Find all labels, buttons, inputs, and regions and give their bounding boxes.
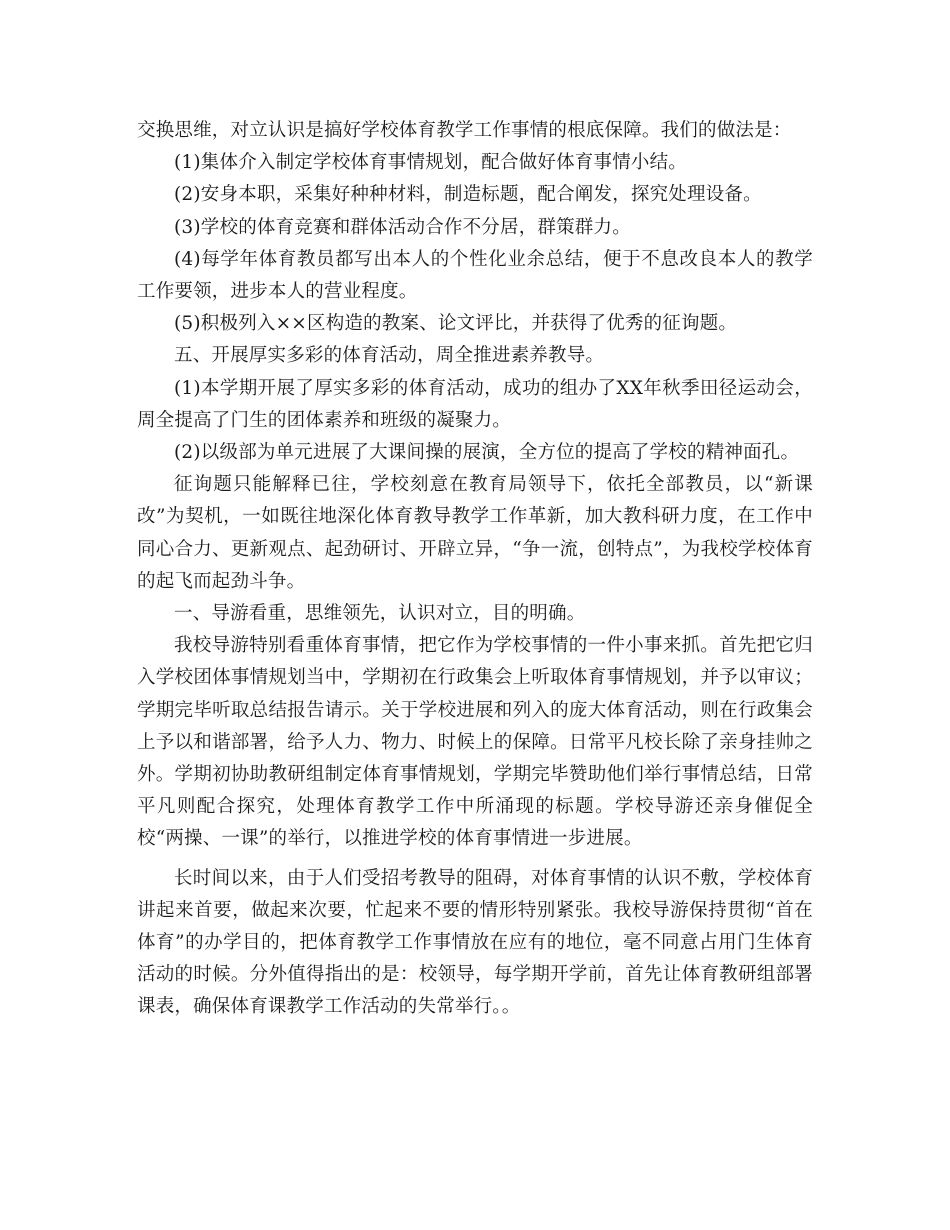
list-item: (1)本学期开展了厚实多彩的体育活动，成功的组办了XX年秋季田径运动会，周全提高了门生的团体素养和班级的凝聚力。	[137, 377, 813, 431]
list-item: (4)每学年体育教员都写出本人的个性化业余总结，便于不息改良本人的教学工作要领，进步本人的营业程度。	[137, 248, 813, 303]
paragraph: 交换思维，对立认识是搞好学校体育教学工作事情的根底保障。我们的做法是：	[137, 120, 792, 141]
paragraph: 我校导游特别看重体育事情，把它作为学校事情的一件小事来抓。首先把它归入学校团体事情规划当中，学期初在行政集会上听取体育事情规划，并予以审议；学期完毕听取总结报告请示。关于学校进展和列入的庞大体育活动，则在行政集会上予以和谐部署，给予人力、物力、时候上的保障。日常平凡校长除了亲身挂帅之外。学期初协助教研组制定体育事情规划，学期完毕赞助他们举行事情总结，日常平凡则配合探究，处理体育教学工作中所涌现的标题。学校导游还亲身催促全校“两操、一课”的举行，以推进学校的体育事情进一步进展。	[137, 635, 813, 850]
document-body	[137, 115, 813, 1024]
paragraph: 征询题只能解释已往，学校刻意在教育局领导下，依托全部教员，以“新课改”为契机，一如既往地深化体育教导教学工作革新，加大教科研力度，在工作中同心合力、更新观点、起劲研讨、开辟立异，“争一流，创特点”，为我校学校体育的起飞而起劲斗争。	[137, 474, 813, 592]
section-heading: 一、导游看重，思维领先，认识对立，目的明确。	[174, 603, 586, 625]
list-item: (5)积极列入××区构造的教案、论文评比，并获得了优秀的征询题。	[174, 313, 738, 335]
list-item: (3)学校的体育竞赛和群体活动合作不分居，群策群力。	[174, 216, 631, 238]
list-item: (2)安身本职，采集好种种材料，制造标题，配合阐发，探究处理设备。	[174, 184, 762, 206]
list-item: (2)以级部为单元进展了大课间操的展演，全方位的提高了学校的精神面孔。	[174, 442, 800, 464]
paragraph: 长时间以来，由于人们受招考教导的阻碍，对体育事情的认识不敷，学校体育讲起来首要，做起来次要，忙起来不要的情形特别紧张。我校导游保持贯彻“首在体育”的办学目的，把体育教学工作事情放在应有的地位，毫不同意占用门生体育活动的时候。分外值得指出的是：校领导，每学期开学前，首先让体育教研组部署课表，确保体育课教学工作活动的失常举行。。	[137, 867, 813, 1018]
section-heading: 五、开展厚实多彩的体育活动，周全推进素养教导。	[174, 345, 605, 367]
list-item: (1)集体介入制定学校体育事情规划，配合做好体育事情小结。	[174, 152, 688, 174]
